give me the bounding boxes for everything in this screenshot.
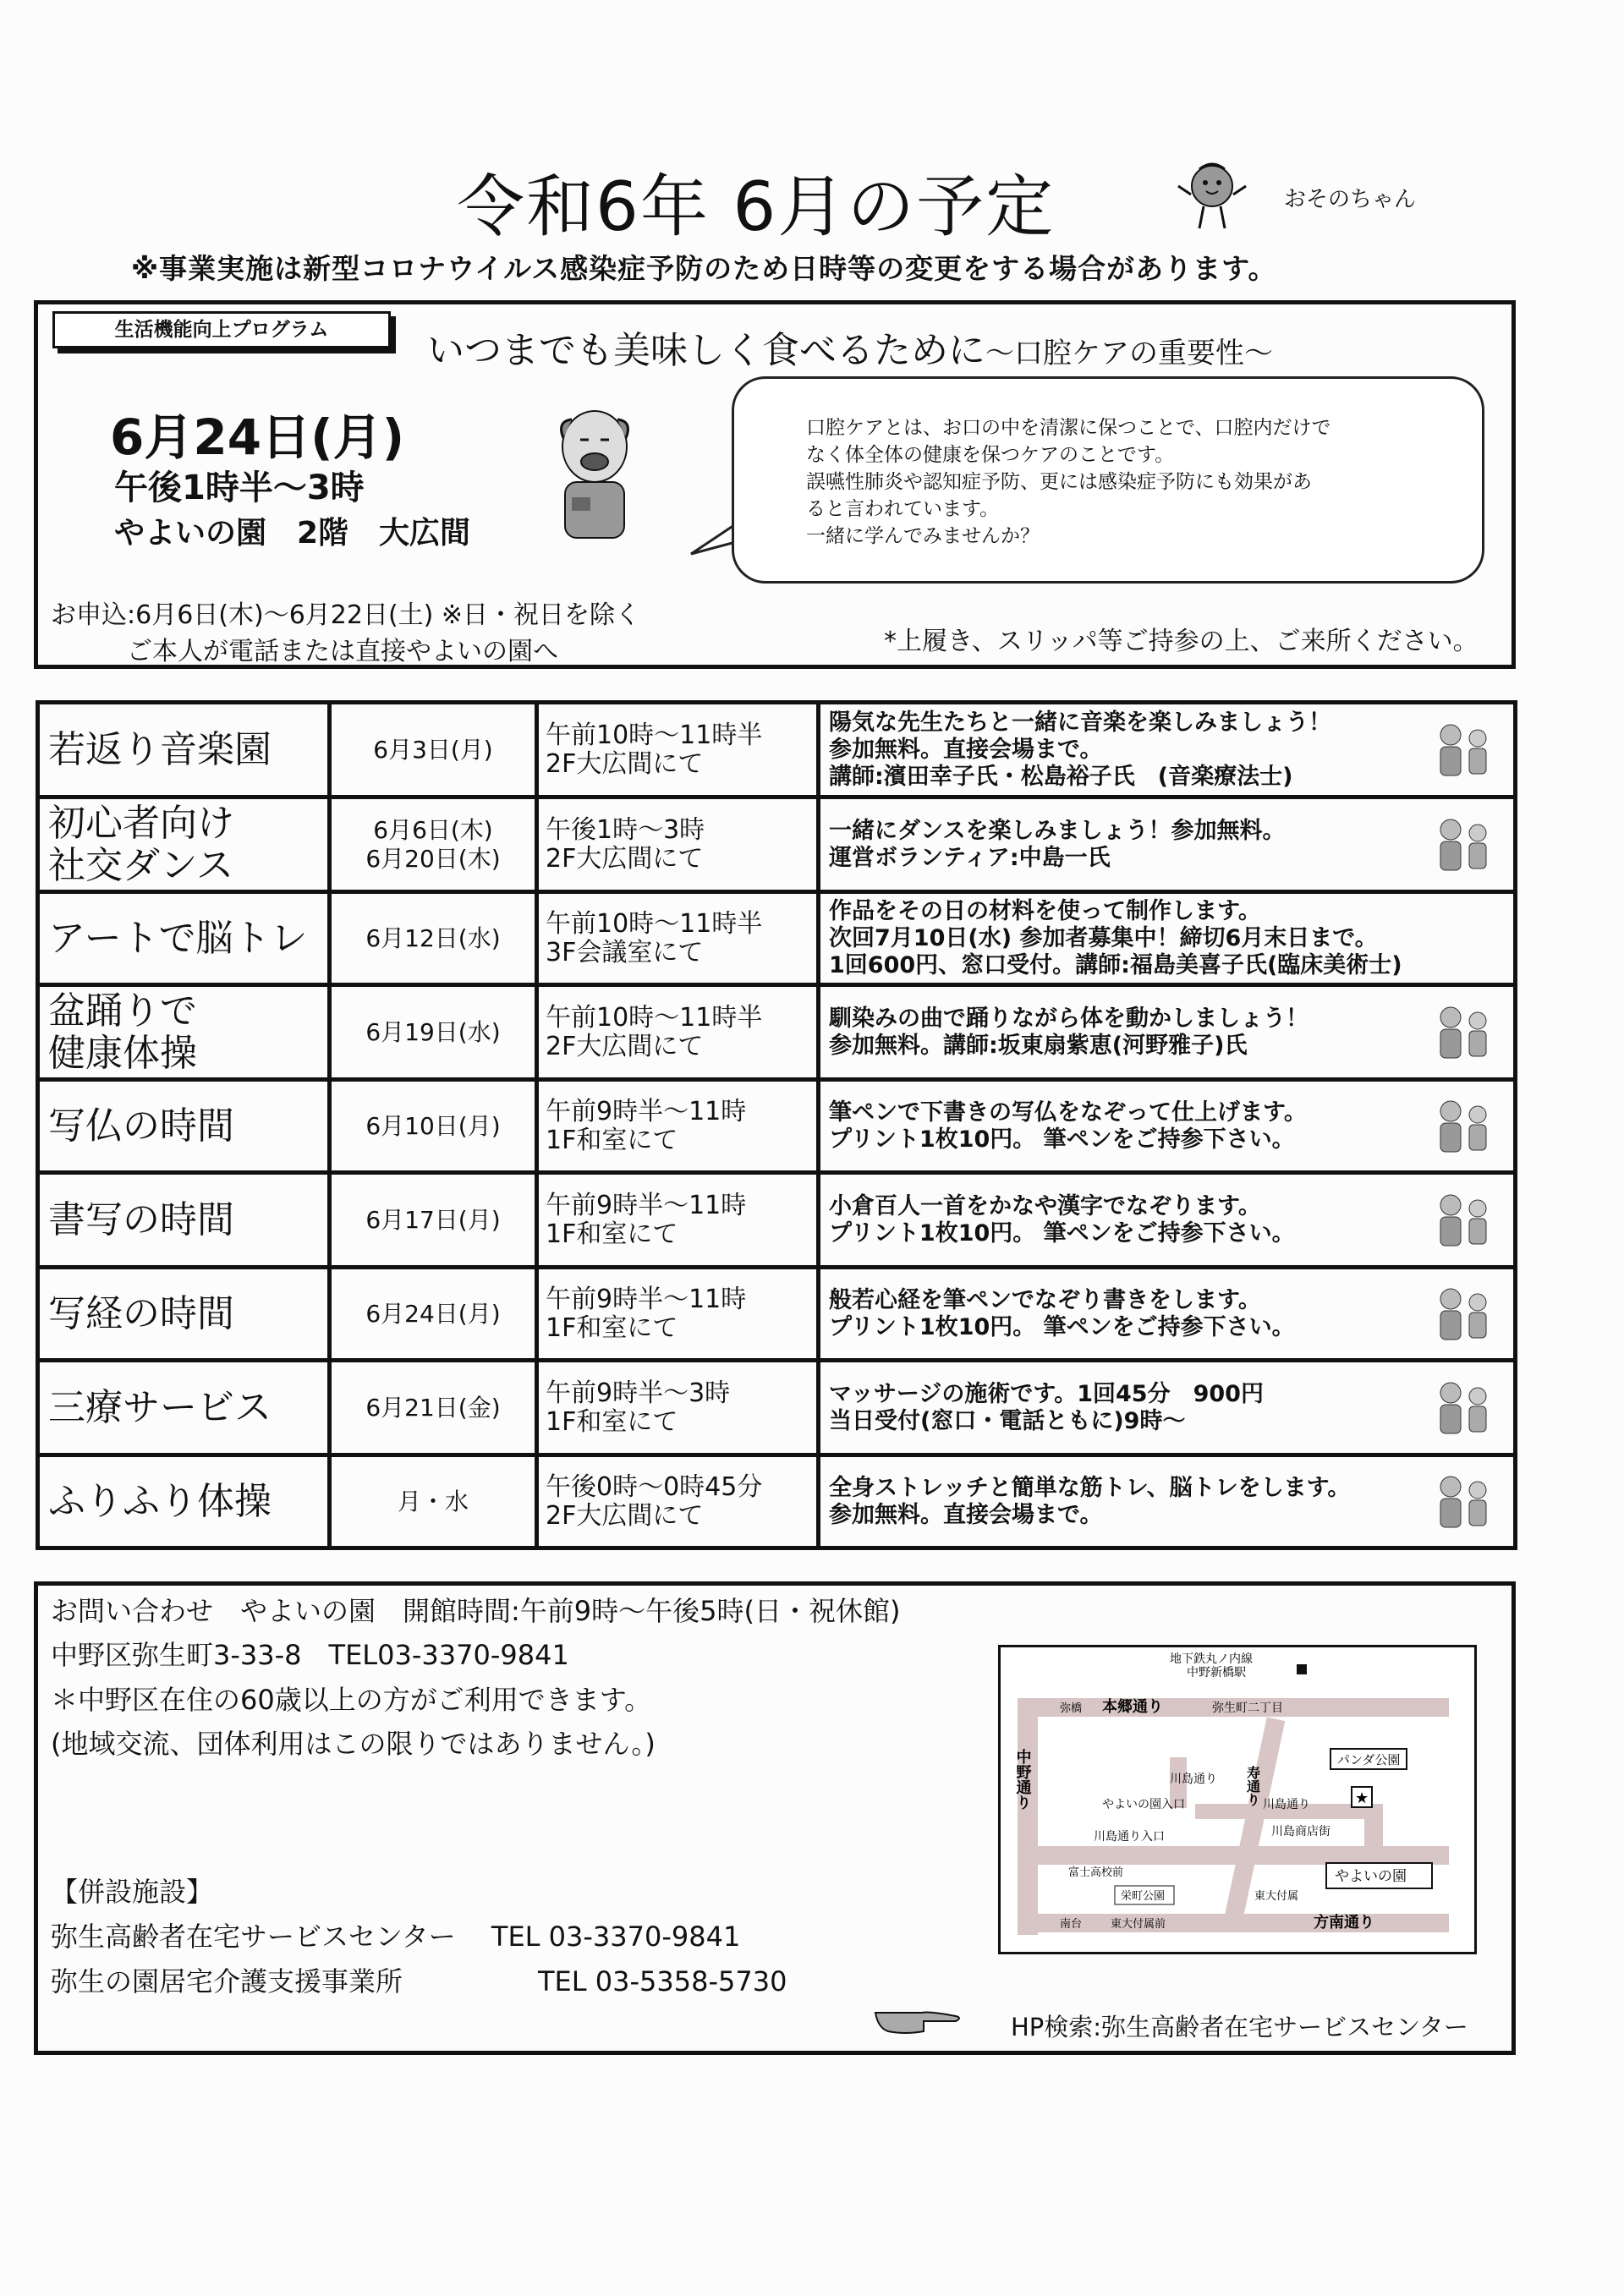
event-name-line: 健康体操: [48, 1031, 197, 1075]
event-date: [330, 1173, 537, 1268]
event-time-line: 午前10時～11時半: [546, 908, 763, 939]
event-description-line: 小倉百人一首をかなや漢字でなぞります。: [829, 1192, 1261, 1219]
hp-search: HP検索:弥生高齢者在宅サービスセンター: [1011, 2013, 1468, 2041]
map-hongo-label: 本郷通り: [1102, 1698, 1163, 1716]
map-shop-street-label: 川島商店街: [1271, 1825, 1330, 1838]
event-name: [38, 1455, 330, 1548]
event-time-line: 1F和室にて: [546, 1219, 678, 1249]
elderly-man-icon: [548, 404, 641, 540]
bubble-line: 口腔ケアとは、お口の中を清潔に保つことで、口腔内だけで: [806, 417, 1331, 439]
event-description: [819, 1173, 1516, 1268]
event-name-line: 社交ダンス: [48, 843, 234, 887]
schedule-row: [38, 797, 1516, 892]
schedule-row: [38, 703, 1516, 797]
event-time-line: 2F大広間にて: [546, 1031, 704, 1061]
poets-icon: [1425, 1186, 1501, 1254]
map-fuji-high-label: 富士高校前: [1068, 1866, 1124, 1879]
event-name-line: 写仏の時間: [48, 1104, 234, 1148]
event-date: [330, 1455, 537, 1548]
map-yayoi-label: やよいの園: [1335, 1868, 1407, 1885]
buddha-icon: [1425, 1093, 1501, 1160]
event-description-line: 馴染みの曲で踊りながら体を動かしましょう！: [829, 1005, 1309, 1032]
dancers-icon: [1425, 811, 1501, 879]
event-name: [38, 1080, 330, 1173]
event-time-line: 午前10時～11時半: [546, 720, 763, 750]
event-date-line: 月・水: [397, 1487, 469, 1515]
event-time-line: 2F大広間にて: [546, 1500, 704, 1531]
event-time: [537, 1173, 819, 1268]
contact-address: 中野区弥生町3-33-8 TEL03-3370-9841: [51, 1639, 569, 1671]
facility-care-office: 弥生の園居宅介護支援事業所 TEL 03-5358-5730: [51, 1965, 787, 1997]
event-time-line: 2F大広間にて: [546, 748, 704, 779]
map-fujibashi-label: 弥橋: [1060, 1702, 1083, 1715]
map-nakano-dori-label: 中野通り: [1013, 1749, 1032, 1810]
event-name-line: 盆踊りで: [48, 989, 197, 1033]
eligibility-note: ＊中野区在住の60歳以上の方がご利用できます。: [51, 1684, 652, 1716]
program-title-sub: ～口腔ケアの重要性～: [985, 337, 1273, 370]
event-time-line: 1F和室にて: [546, 1125, 678, 1155]
schedule-table: [36, 700, 1517, 1550]
event-name-line: 書写の時間: [48, 1197, 234, 1241]
event-name-line: 写経の時間: [48, 1291, 234, 1335]
massage-icon: [1425, 1374, 1501, 1442]
event-name: [38, 1173, 330, 1268]
event-description-line: 当日受付(窓口・電話ともに)9時～: [829, 1407, 1186, 1434]
apply-period: お申込:6月6日(木)～6月22日(土) ※日・祝日を除く: [51, 600, 641, 630]
event-date: [330, 1361, 537, 1455]
map-higashi-otsuki-label: 東大付属: [1254, 1890, 1299, 1903]
bubble-line: 誤嚥性肺炎や認知症予防、更には感染症予防にも効果があ: [806, 471, 1312, 493]
facilities-heading: 【併設施設】: [51, 1876, 214, 1908]
event-name: [38, 1361, 330, 1455]
map-honan-label: 方南通り: [1314, 1914, 1374, 1932]
event-description-line: プリント1枚10円。 筆ペンをご持参下さい。: [829, 1126, 1295, 1153]
event-date: [330, 1268, 537, 1361]
event-time: [537, 1455, 819, 1548]
map-kawashima-label: 川島通り: [1170, 1773, 1217, 1786]
map-kawashima2-label: 川島通り: [1263, 1798, 1310, 1811]
notice-text: ※事業実施は新型コロナウイルス感染症予防のため日時等の変更をする場合があります。: [131, 252, 1277, 285]
event-date-line: 6月10日(月): [365, 1111, 501, 1140]
mascot-icon: [1174, 161, 1250, 237]
event-description-line: 筆ペンで下書きの写仏をなぞって仕上げます。: [829, 1099, 1307, 1126]
event-time-line: 1F和室にて: [546, 1312, 678, 1343]
event-description: [819, 703, 1516, 797]
map-higashi-otsuki-mae-label: 東大付属前: [1111, 1918, 1166, 1931]
event-name-line: 若返り音楽園: [48, 727, 272, 771]
sutra-icon: [1425, 1280, 1501, 1348]
event-date-line: 6月24日(月): [365, 1299, 501, 1328]
event-time-line: 午前9時半～11時: [546, 1190, 747, 1220]
schedule-row: [38, 892, 1516, 985]
event-description-line: 1回600円、窓口受付。講師:福島美喜子氏(臨床美術士): [829, 951, 1402, 978]
event-date: [330, 1080, 537, 1173]
star-icon: ★: [1355, 1789, 1369, 1807]
exercise-icon: [1425, 1468, 1501, 1536]
event-time: [537, 1080, 819, 1173]
event-time: [537, 892, 819, 985]
map-entrance-label: やよいの園入口: [1102, 1798, 1185, 1811]
event-time: [537, 985, 819, 1080]
event-description: [819, 1455, 1516, 1548]
event-name: [38, 985, 330, 1080]
schedule-row: [38, 1080, 1516, 1173]
event-time: [537, 1268, 819, 1361]
event-name: [38, 1268, 330, 1361]
event-date-line: 6月19日(水): [365, 1017, 501, 1046]
event-time: [537, 797, 819, 892]
event-name: [38, 797, 330, 892]
pointing-hand-icon: [871, 2003, 964, 2036]
event-date: [330, 703, 537, 797]
event-time-line: 午前9時半～3時: [546, 1378, 731, 1408]
event-time-line: 午前9時半～11時: [546, 1284, 747, 1314]
map-yayoicho-label: 弥生町二丁目: [1212, 1701, 1283, 1715]
schedule-row: [38, 1268, 1516, 1361]
bon-dance-icon: [1425, 999, 1501, 1066]
event-description-line: 運営ボランティア:中島一氏: [829, 844, 1111, 871]
event-description: [819, 985, 1516, 1080]
program-title-main: いつまでも美味しく食べるために: [427, 329, 985, 372]
event-time-line: 午前9時半～11時: [546, 1096, 747, 1126]
event-description-line: 全身ストレッチと簡単な筋トレ、脳トレをします。: [829, 1474, 1351, 1501]
bubble-line: ると言われています。: [806, 498, 1000, 520]
program-tag: 生活機能向上プログラム: [52, 311, 391, 348]
event-date-line: 6月12日(水): [365, 923, 501, 952]
program-title: [427, 320, 1273, 374]
event-time-line: 午後0時～0時45分: [546, 1471, 763, 1502]
program-date: 6月24日(月): [110, 408, 405, 466]
map-station-name: 中野新橋駅: [1187, 1666, 1246, 1680]
event-name: [38, 892, 330, 985]
speech-bubble: [732, 376, 1484, 584]
event-description: [819, 892, 1516, 985]
event-time: [537, 1361, 819, 1455]
map-sakae-park-label: 栄町公園: [1121, 1890, 1166, 1903]
event-description-line: プリント1枚10円。 筆ペンをご持参下さい。: [829, 1219, 1295, 1247]
map-kotoha-label: 寿通り: [1244, 1766, 1261, 1806]
program-time: 午後1時半～3時: [114, 469, 365, 507]
event-date-line: 6月3日(月): [373, 735, 493, 764]
map-kawashima-iri-label: 川島通り入口: [1094, 1830, 1165, 1844]
contact-hours: お問い合わせ やよいの園 開館時間:午前9時～午後5時(日・祝休館): [51, 1595, 901, 1627]
facility-service-center: 弥生高齢者在宅サービスセンター TEL 03-3370-9841: [51, 1921, 741, 1953]
schedule-row: [38, 1455, 1516, 1548]
bubble-line: 一緒に学んでみませんか？: [806, 525, 1040, 547]
access-map: [998, 1645, 1477, 1954]
map-station-label: 地下鉄丸ノ内線: [1170, 1652, 1253, 1666]
event-description-line: 陽気な先生たちと一緒に音楽を楽しみましょう！: [829, 709, 1331, 736]
event-date: [330, 797, 537, 892]
event-date-line: 6月6日(木): [373, 815, 493, 844]
event-description-line: 般若心経を筆ペンでなぞり書きをします。: [829, 1286, 1261, 1313]
apply-method: ご本人が電話または直接やよいの園へ: [127, 637, 558, 666]
event-description: [819, 1268, 1516, 1361]
event-description-line: 参加無料。直接会場まで。: [829, 1501, 1103, 1528]
event-description: [819, 797, 1516, 892]
eligibility-exception: (地域交流、団体利用はこの限りではありません。): [51, 1728, 656, 1760]
program-place: やよいの園 2階 大広間: [114, 516, 471, 551]
event-date: [330, 892, 537, 985]
map-minamidai-label: 南台: [1060, 1918, 1083, 1931]
event-time-line: 午前10時～11時半: [546, 1002, 763, 1033]
page-title: 令和6年 6月の予定: [457, 167, 1056, 246]
event-name-line: 初心者向け: [48, 801, 234, 845]
event-description-line: 作品をその日の材料を使って制作します。: [829, 897, 1261, 924]
event-name-line: 三療サービス: [48, 1385, 272, 1429]
schedule-row: [38, 1361, 1516, 1455]
event-time-line: 3F会議室にて: [546, 937, 704, 967]
event-name-line: ふりふり体操: [48, 1479, 272, 1523]
event-description: [819, 1080, 1516, 1173]
event-date: [330, 985, 537, 1080]
bubble-line: なく体全体の健康を保つケアのことです。: [806, 444, 1175, 466]
event-description-line: 次回7月10日(水) 参加者募集中！締切6月末日まで。: [829, 924, 1378, 951]
singers-icon: [1425, 716, 1501, 784]
event-description-line: マッサージの施術です。1回45分 900円: [829, 1380, 1264, 1407]
event-time-line: 2F大広間にて: [546, 843, 704, 874]
event-date-line: 6月20日(木): [365, 844, 501, 873]
map-panda-park-label: パンダ公園: [1337, 1752, 1401, 1767]
event-description: [819, 1361, 1516, 1455]
event-time: [537, 703, 819, 797]
event-time-line: 1F和室にて: [546, 1406, 678, 1437]
event-time-line: 午後1時～3時: [546, 814, 705, 845]
event-description-line: プリント1枚10円。 筆ペンをご持参下さい。: [829, 1313, 1295, 1340]
event-date-line: 6月17日(月): [365, 1205, 501, 1234]
event-description-line: 講師:濱田幸子氏・松島裕子氏 (音楽療法士): [829, 763, 1293, 790]
event-name: [38, 703, 330, 797]
event-date-line: 6月21日(金): [365, 1393, 501, 1422]
schedule-row: [38, 985, 1516, 1080]
event-description-line: 一緒にダンスを楽しみましょう！参加無料。: [829, 817, 1286, 844]
event-description-line: 参加無料。直接会場まで。: [829, 736, 1103, 763]
mascot-label: おそのちゃん: [1284, 187, 1417, 212]
program-note: *上履き、スリッパ等ご持参の上、ご来所ください。: [884, 627, 1479, 656]
event-name-line: アートで脳トレ: [48, 916, 308, 960]
event-description-line: 参加無料。講師:坂東扇紫恵(河野雅子)氏: [829, 1032, 1248, 1059]
schedule-row: [38, 1173, 1516, 1268]
